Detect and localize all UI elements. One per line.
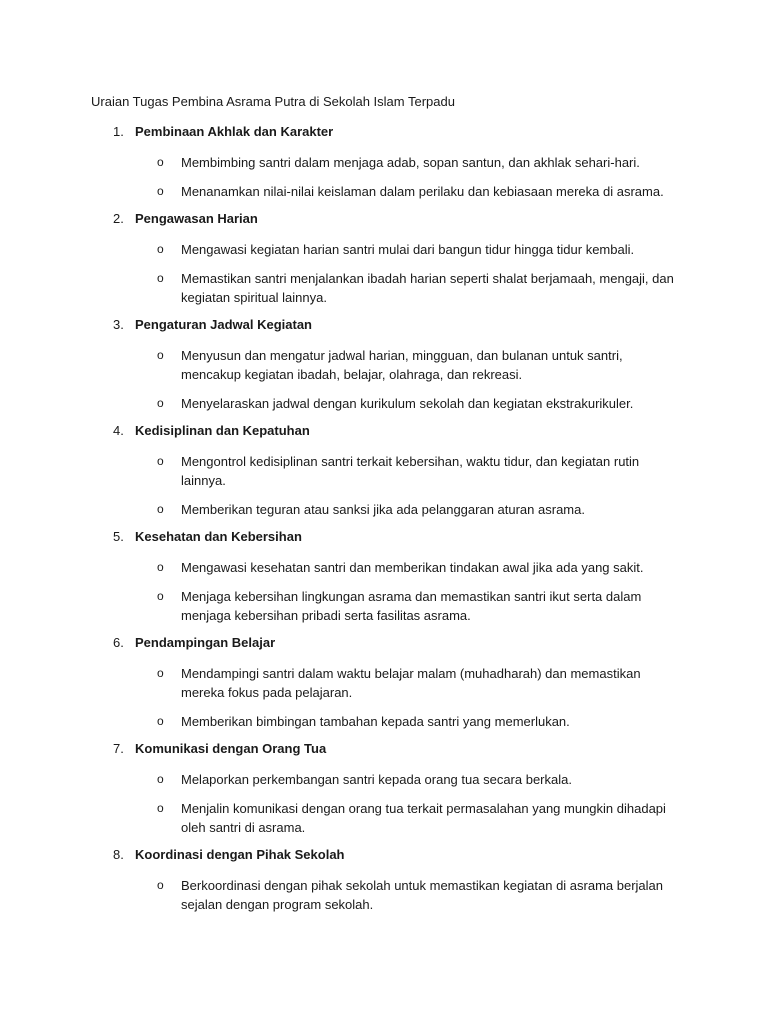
bullet-circle-icon: o <box>157 184 164 198</box>
section-bullet-list <box>0 770 768 837</box>
bullet-text: Menanamkan nilai-nilai keislaman dalam perilaku dan kebiasaan mereka di asrama. <box>181 184 664 199</box>
duty-section-list <box>0 124 768 924</box>
bullet-circle-icon: o <box>157 155 164 169</box>
bullet-item <box>0 712 768 731</box>
bullet-text: Menjaga kebersihan lingkungan asrama dan memastikan santri ikut serta dalam menjaga kebersihan pribadi serta fasilitas asrama. <box>181 589 642 623</box>
section-bullet-list <box>0 153 768 201</box>
section-title: Pengawasan Harian <box>135 211 258 226</box>
bullet-text: Berkoordinasi dengan pihak sekolah untuk memastikan kegiatan di asrama berjalan sejalan dengan program sekolah. <box>181 878 664 912</box>
bullet-item <box>0 664 768 702</box>
bullet-circle-icon: o <box>157 271 164 285</box>
bullet-text: Memberikan bimbingan tambahan kepada santri yang memerlukan. <box>181 714 570 729</box>
bullet-circle-icon: o <box>157 348 164 362</box>
section-number: 2. <box>113 211 124 226</box>
document-title: Uraian Tugas Pembina Asrama Putra di Sekolah Islam Terpadu <box>91 94 455 109</box>
bullet-text: Mendampingi santri dalam waktu belajar malam (muhadharah) dan memastikan mereka fokus pada pelajaran. <box>181 666 641 700</box>
section-heading <box>0 211 768 227</box>
section-heading <box>0 529 768 545</box>
duty-section <box>0 741 768 837</box>
bullet-circle-icon: o <box>157 589 164 603</box>
bullet-circle-icon: o <box>157 801 164 815</box>
bullet-text: Menyelaraskan jadwal dengan kurikulum sekolah dan kegiatan ekstrakurikuler. <box>181 396 634 411</box>
section-heading <box>0 741 768 757</box>
section-number: 1. <box>113 124 124 139</box>
bullet-text: Melaporkan perkembangan santri kepada orang tua secara berkala. <box>181 772 572 787</box>
section-bullet-list <box>0 240 768 307</box>
bullet-item <box>0 500 768 519</box>
duty-section <box>0 211 768 307</box>
section-heading <box>0 847 768 863</box>
section-title: Kesehatan dan Kebersihan <box>135 529 302 544</box>
bullet-item <box>0 452 768 490</box>
duty-section <box>0 317 768 413</box>
section-number: 5. <box>113 529 124 544</box>
bullet-circle-icon: o <box>157 502 164 516</box>
section-bullet-list <box>0 452 768 519</box>
bullet-circle-icon: o <box>157 242 164 256</box>
bullet-circle-icon: o <box>157 772 164 786</box>
bullet-item <box>0 240 768 259</box>
duty-section <box>0 635 768 731</box>
bullet-circle-icon: o <box>157 666 164 680</box>
section-number: 4. <box>113 423 124 438</box>
section-heading <box>0 423 768 439</box>
bullet-text: Memastikan santri menjalankan ibadah harian seperti shalat berjamaah, mengaji, dan kegiatan spiritual lainnya. <box>181 271 674 305</box>
bullet-text: Memberikan teguran atau sanksi jika ada pelanggaran aturan asrama. <box>181 502 585 517</box>
bullet-item <box>0 876 768 914</box>
bullet-text: Mengawasi kegiatan harian santri mulai dari bangun tidur hingga tidur kembali. <box>181 242 635 257</box>
section-title: Pengaturan Jadwal Kegiatan <box>135 317 312 332</box>
section-bullet-list <box>0 558 768 625</box>
bullet-item <box>0 799 768 837</box>
bullet-item <box>0 770 768 789</box>
section-number: 6. <box>113 635 124 650</box>
bullet-circle-icon: o <box>157 396 164 410</box>
duty-section <box>0 847 768 914</box>
bullet-item <box>0 558 768 577</box>
bullet-circle-icon: o <box>157 560 164 574</box>
section-number: 7. <box>113 741 124 756</box>
bullet-item <box>0 346 768 384</box>
bullet-item <box>0 269 768 307</box>
section-bullet-list <box>0 876 768 914</box>
section-heading <box>0 124 768 140</box>
bullet-text: Mengontrol kedisiplinan santri terkait kebersihan, waktu tidur, dan kegiatan rutin lainnya. <box>181 454 640 488</box>
section-title: Koordinasi dengan Pihak Sekolah <box>135 847 345 862</box>
section-number: 8. <box>113 847 124 862</box>
section-bullet-list <box>0 664 768 731</box>
bullet-text: Menjalin komunikasi dengan orang tua terkait permasalahan yang mungkin dihadapi oleh santri di asrama. <box>181 801 666 835</box>
bullet-circle-icon: o <box>157 454 164 468</box>
bullet-circle-icon: o <box>157 878 164 892</box>
section-bullet-list <box>0 346 768 413</box>
section-number: 3. <box>113 317 124 332</box>
section-title: Komunikasi dengan Orang Tua <box>135 741 327 756</box>
section-title: Pembinaan Akhlak dan Karakter <box>135 124 334 139</box>
section-title: Kedisiplinan dan Kepatuhan <box>135 423 310 438</box>
bullet-item <box>0 394 768 413</box>
bullet-text: Membimbing santri dalam menjaga adab, sopan santun, dan akhlak sehari-hari. <box>181 155 640 170</box>
bullet-circle-icon: o <box>157 714 164 728</box>
duty-section <box>0 423 768 519</box>
section-title: Pendampingan Belajar <box>135 635 276 650</box>
bullet-item <box>0 153 768 172</box>
duty-section <box>0 529 768 625</box>
bullet-text: Mengawasi kesehatan santri dan memberikan tindakan awal jika ada yang sakit. <box>181 560 644 575</box>
bullet-item <box>0 182 768 201</box>
section-heading <box>0 635 768 651</box>
bullet-text: Menyusun dan mengatur jadwal harian, mingguan, dan bulanan untuk santri, mencakup kegiatan ibadah, belajar, olahraga, dan rekreasi. <box>181 348 623 382</box>
duty-section <box>0 124 768 201</box>
section-heading <box>0 317 768 333</box>
bullet-item <box>0 587 768 625</box>
